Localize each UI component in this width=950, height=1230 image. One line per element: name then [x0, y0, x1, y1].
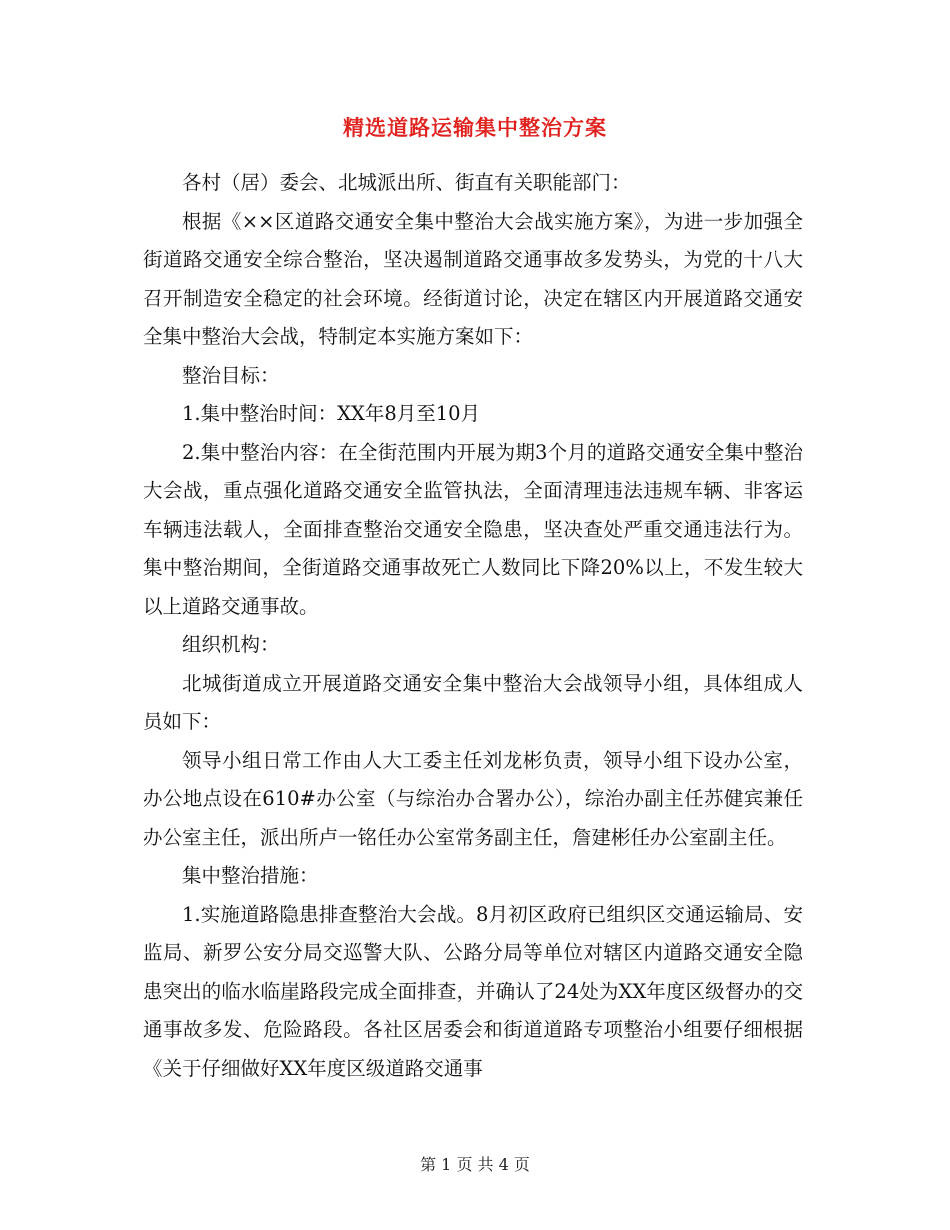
document-body	[143, 164, 803, 1088]
paragraph-salutation: 各村（居）委会、北城派出所、街直有关职能部门：	[182, 171, 631, 194]
heading-measures: 集中整治措施：	[182, 864, 319, 887]
heading-goals: 整治目标：	[182, 363, 280, 387]
heading-organization: 组织机构：	[182, 633, 280, 656]
paragraph-measure-1: 1.实施道路隐患排查整治大会战。8月初区政府已组织区交通运输局、安监局、新罗公安分局交巡警大队、公路分局等单位对辖区内道路交通安全隐患突出的临水临崖路段完成全面排查，并确认了24处为XX年度区级督办的交通事故多发、危险路段。各社区居委会和街道道路专项整治小组要仔细根据《关于仔细做好XX年度区级道路交通事	[143, 902, 803, 1080]
document-title: 精选道路运输集中整治方案	[343, 115, 607, 140]
page-number-footer: 第 1 页 共 4 页	[420, 1155, 530, 1174]
paragraph-intro: 根据《××区道路交通安全集中整治大会战实施方案》，为进一步加强全街道路交通安全综合整治，坚决遏制道路交通事故多发势头，为党的十八大召开制造安全稳定的社会环境。经街道讨论，决定在辖区内开展道路交通安全集中整治大会战，特制定本实施方案如下：	[143, 209, 803, 348]
paragraph-leadership: 领导小组日常工作由人大工委主任刘龙彬负责，领导小组下设办公室，办公地点设在610#办公室（与综治办合署办公），综治办副主任苏健宾兼任办公室主任，派出所卢一铭任办公室常务副主任，詹建彬任办公室副主任。	[143, 748, 803, 849]
paragraph-goal-content: 2.集中整治内容：在全街范围内开展为期3个月的道路交通安全集中整治大会战，重点强化道路交通安全监管执法，全面清理违法违规车辆、非客运车辆违法载人，全面排查整治交通安全隐患，坚决查处严重交通违法行为。集中整治期间，全街道路交通事故死亡人数同比下降20%以上，不发生较大以上道路交通事故。	[143, 440, 803, 618]
paragraph-goal-time: 1.集中整治时间：XX年8月至10月	[182, 402, 481, 425]
paragraph-organization: 北城街道成立开展道路交通安全集中整治大会战领导小组，具体组成人员如下：	[143, 671, 803, 733]
